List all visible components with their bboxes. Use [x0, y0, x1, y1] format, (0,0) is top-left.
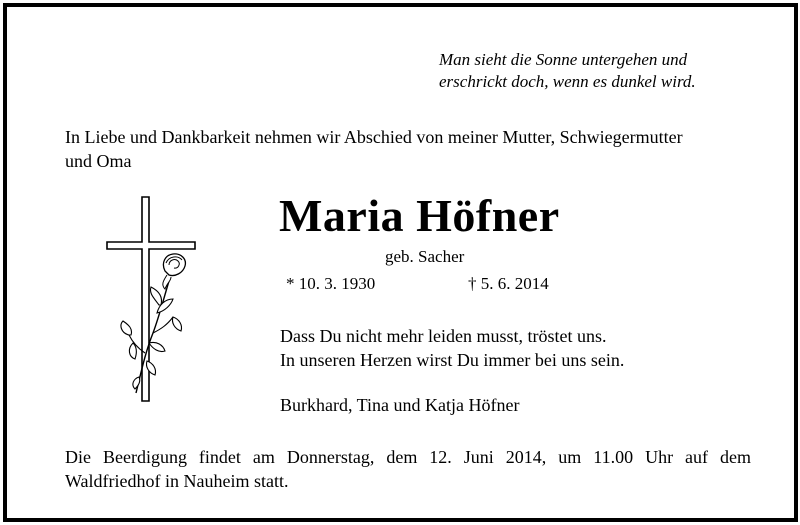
motto-quote	[439, 49, 759, 93]
obituary-notice	[3, 3, 798, 522]
verse-line-1: Dass Du nicht mehr leiden musst, tröstet uns.	[280, 326, 607, 346]
intro-line-2: und Oma	[65, 151, 132, 171]
maiden-name: geb. Sacher	[385, 247, 465, 266]
funeral-line-1: Die Beerdigung findet am Donnerstag, dem 12. Juni 2014, um 11.00 Uhr auf dem	[65, 447, 751, 467]
funeral-line-2: Waldfriedhof in Nauheim statt.	[65, 471, 289, 491]
motto-line-2: erschrickt doch, wenn es dunkel wird.	[439, 72, 696, 91]
cross-with-rose-icon	[103, 193, 207, 405]
verse-line-2: In unseren Herzen wirst Du immer bei uns sein.	[280, 350, 625, 370]
motto-line-1: Man sieht die Sonne untergehen und	[439, 50, 688, 69]
death-date: † 5. 6. 2014	[468, 274, 549, 293]
deceased-name: Maria Höfner	[279, 190, 560, 241]
intro-text	[65, 125, 765, 173]
birth-date: * 10. 3. 1930	[286, 274, 376, 293]
family-signature: Burkhard, Tina und Katja Höfner	[280, 395, 520, 415]
funeral-info	[65, 445, 751, 493]
verse-text	[280, 324, 750, 372]
intro-line-1: In Liebe und Dankbarkeit nehmen wir Abschied von meiner Mutter, Schwiegermutter	[65, 127, 683, 147]
